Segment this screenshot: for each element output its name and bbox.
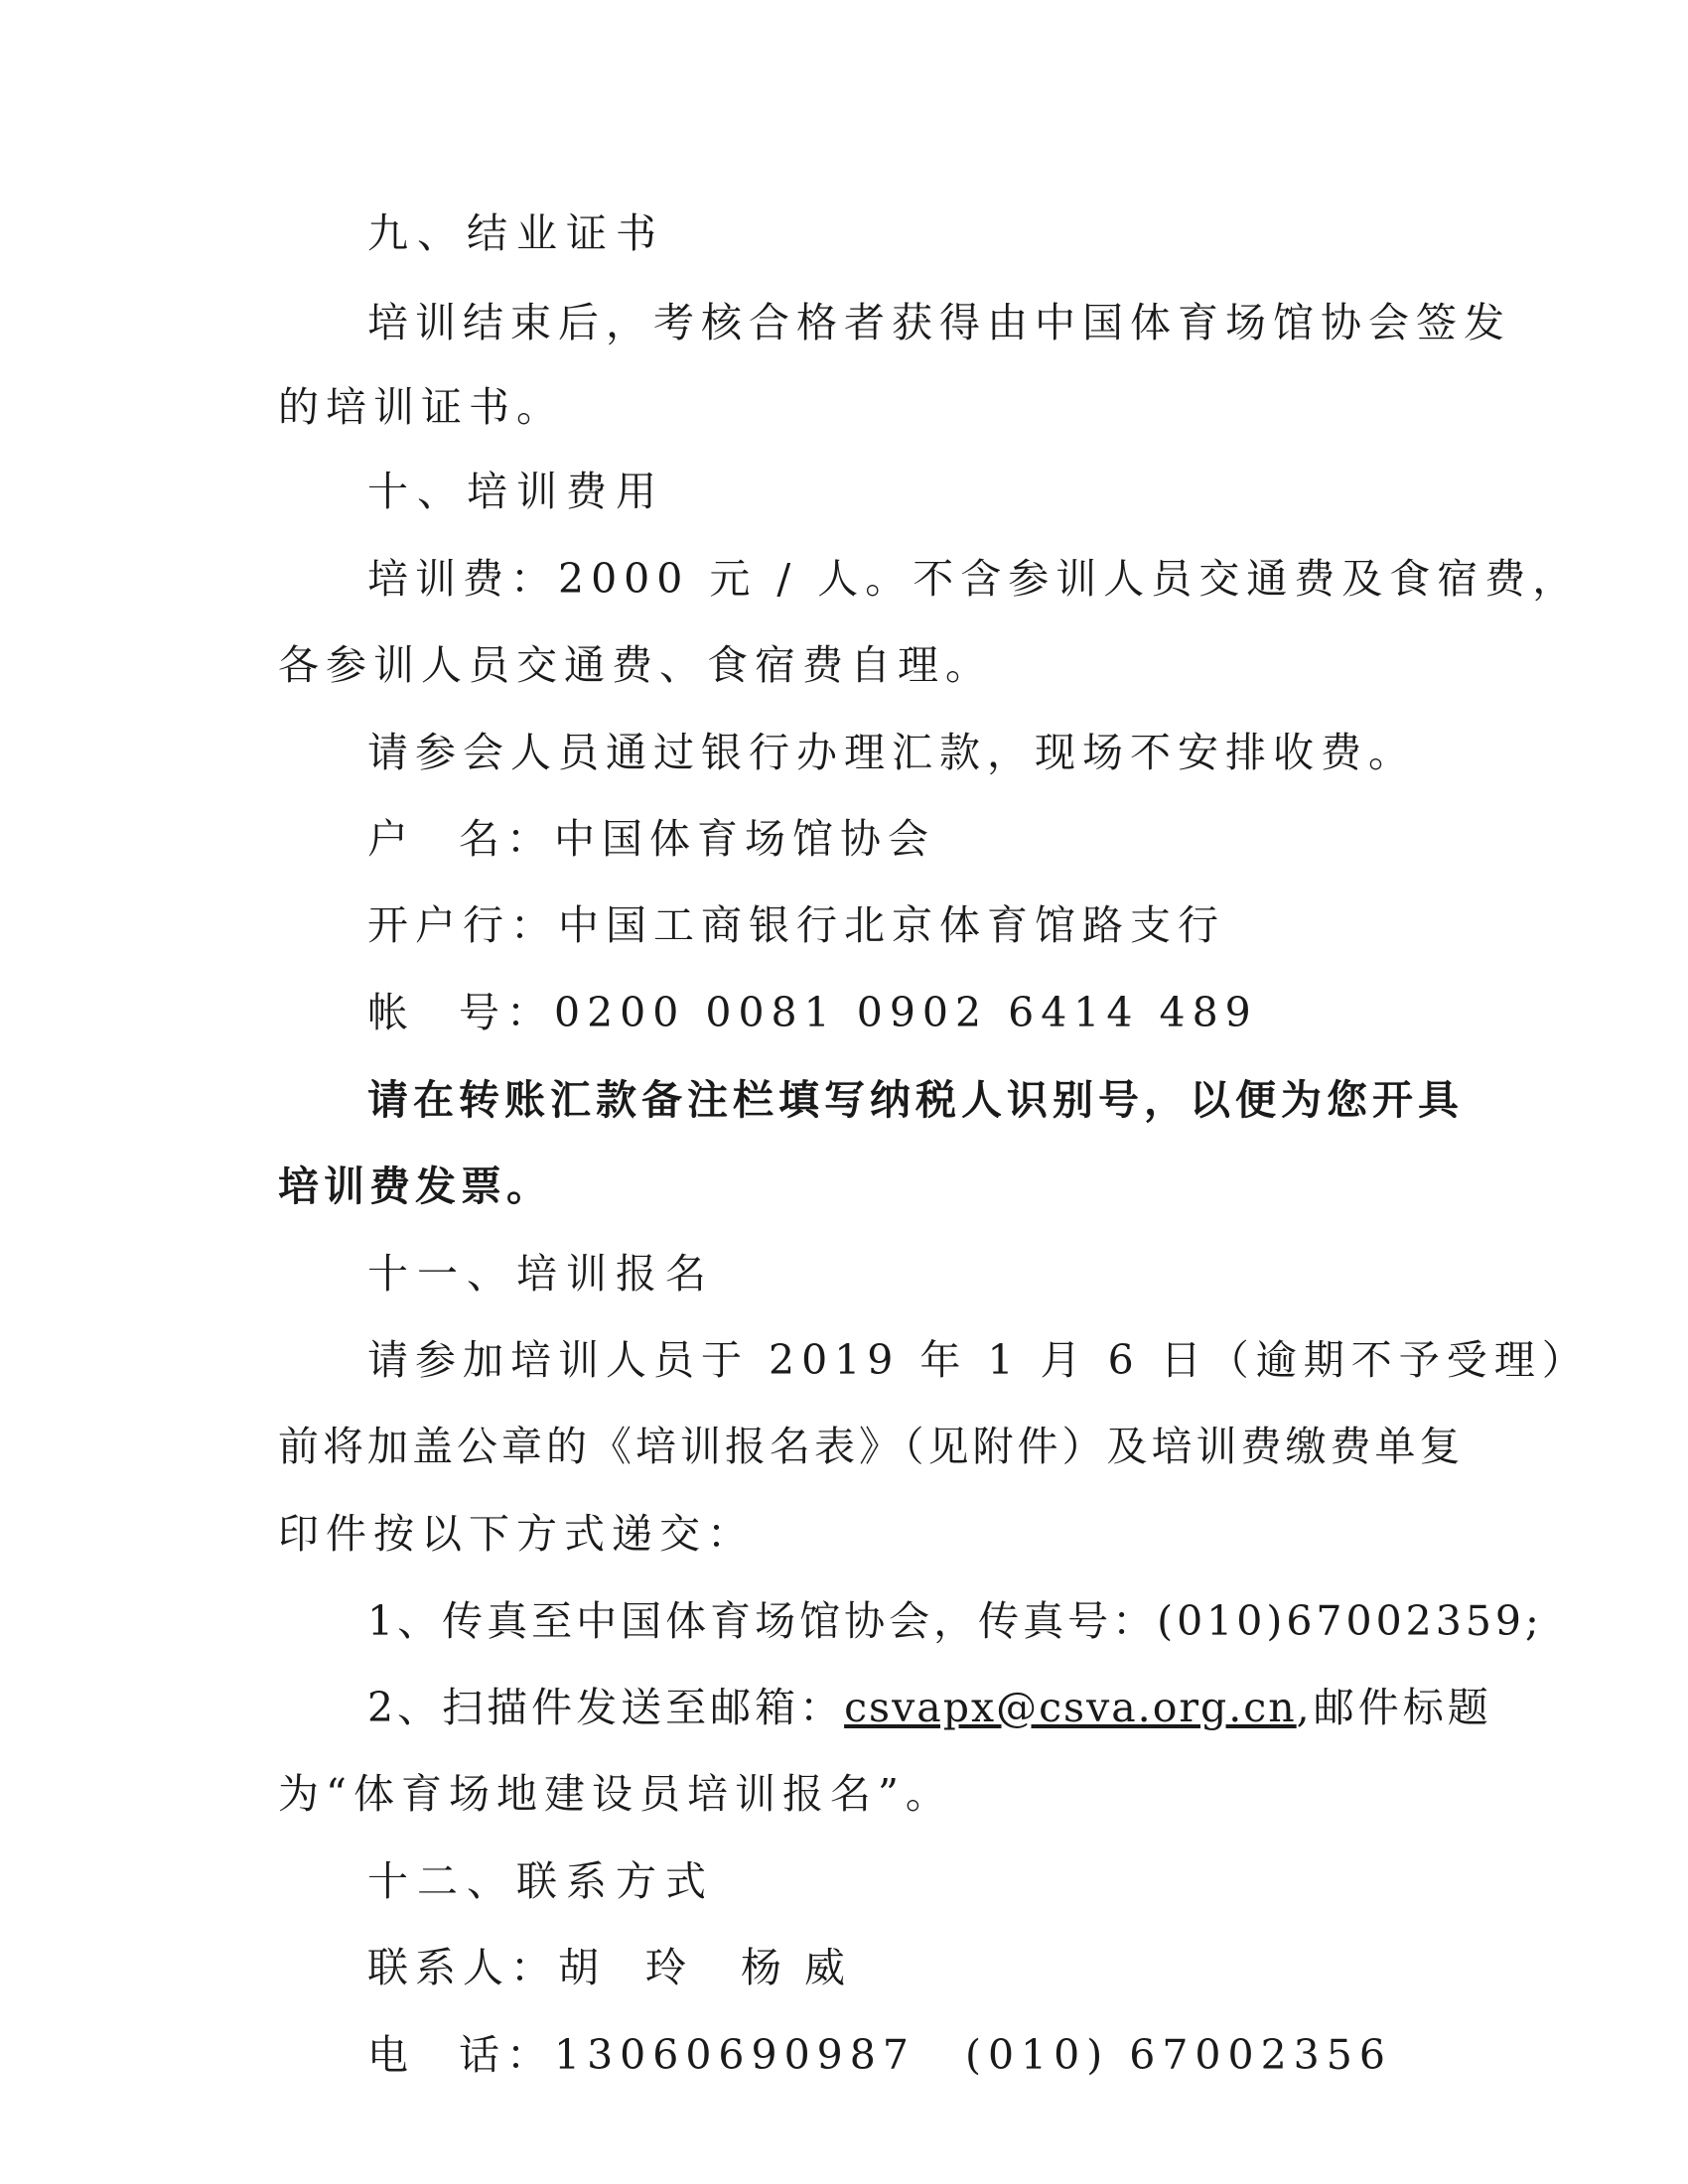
contact-name-1-char-2: 玲	[645, 1944, 693, 1991]
submission-item-email-line-2: 为“体育场地建设员培训报名”。	[278, 1770, 953, 1818]
account-number-label-2: 号：	[459, 989, 554, 1036]
section-11-body-line-2: 前将加盖公章的《培训报名表》（见附件）及培训费缴费单复	[278, 1423, 1465, 1470]
account-name-row	[367, 814, 935, 864]
contact-label: 联系人：	[367, 1944, 558, 1991]
account-number-value: 0200 0081 0902 6414 489	[554, 989, 1258, 1036]
account-name-value: 中国体育场馆协会	[554, 815, 935, 863]
email-link[interactable]: csvapx@csva.org.cn	[844, 1684, 1297, 1731]
account-name-label-1: 户	[367, 815, 415, 863]
contact-name-2-char-1: 杨	[741, 1944, 788, 1991]
section-10-fee-line-2: 各参训人员交通费、食宿费自理。	[278, 641, 993, 689]
section-9-title: 九、结业证书	[367, 209, 665, 257]
bank-row	[367, 900, 1225, 950]
email-item-suffix: ,邮件标题	[1296, 1684, 1492, 1731]
phone-number-office: (010) 67002356	[964, 2031, 1392, 2079]
contact-name-1-char-1: 胡	[558, 1944, 606, 1991]
account-number-row	[367, 988, 1258, 1037]
section-9-body-line-2: 的培训证书。	[278, 383, 564, 431]
phone-label-1: 电	[367, 2031, 415, 2079]
account-name-label-2: 名：	[459, 815, 554, 863]
submission-item-fax: 1、传真至中国体育场馆协会，传真号：(010)67002359;	[367, 1597, 1543, 1645]
contact-name-2-char-2: 威	[804, 1944, 852, 1991]
section-10-fee-line-1: 培训费：2000 元 / 人。不含参训人员交通费及食宿费，	[367, 555, 1581, 603]
section-11-title: 十一、培训报名	[367, 1250, 715, 1297]
section-11-body-line-3: 印件按以下方式递交：	[278, 1510, 755, 1558]
bank-value: 中国工商银行北京体育馆路支行	[558, 901, 1225, 949]
section-10-title: 十、培训费用	[367, 468, 665, 515]
section-10-bank-note: 请参会人员通过银行办理汇款，现场不安排收费。	[367, 729, 1416, 776]
section-9-body-line-1: 培训结束后，考核合格者获得由中国体育场馆协会签发	[367, 299, 1511, 346]
section-11-body-line-1: 请参加培训人员于 2019 年 1 月 6 日（逾期不予受理）	[367, 1336, 1590, 1384]
tax-note-line-2: 培训费发票。	[278, 1162, 552, 1210]
bank-label: 开户行：	[367, 901, 558, 949]
email-item-prefix: 2、扫描件发送至邮箱：	[367, 1684, 845, 1731]
section-12-title: 十二、联系方式	[367, 1857, 715, 1905]
contact-person-row	[367, 1943, 852, 1992]
account-number-label-1: 帐	[367, 989, 415, 1036]
submission-item-email	[367, 1683, 1492, 1732]
phone-row	[367, 2030, 1392, 2080]
phone-number-mobile: 13060690987	[554, 2031, 915, 2079]
phone-label-2: 话：	[459, 2031, 554, 2079]
tax-note-line-1: 请在转账汇款备注栏填写纳税人识别号，以便为您开具	[367, 1076, 1464, 1124]
